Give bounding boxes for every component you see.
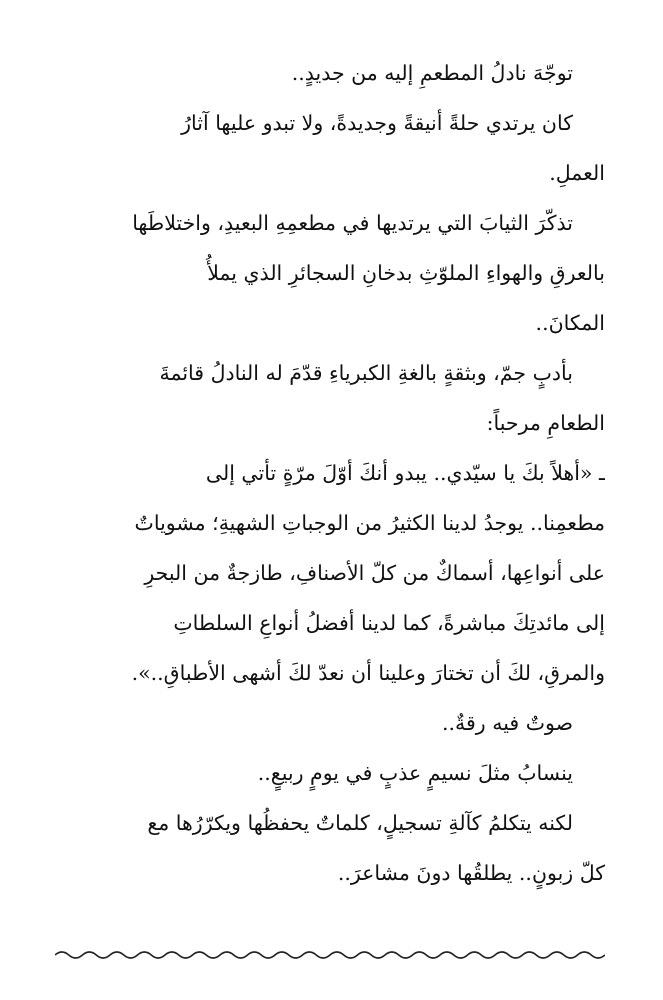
text-line: كلّ زبونٍ.. يطلقُها دونَ مشاعرَ..	[337, 861, 605, 885]
paragraph-recording-machine	[55, 798, 605, 898]
paragraph-remembers-clothes	[55, 198, 605, 348]
wavy-divider	[55, 948, 605, 962]
text-line: الطعامِ مرحباً:	[486, 411, 605, 435]
text-line: مطعمِنا.. يوجدُ لدينا الكثيرُ من الوجباتِ الشهيةِ؛ مشوياتٌ	[134, 511, 605, 535]
text-line: العملِ.	[549, 161, 605, 185]
paragraph-waiter-speech	[55, 448, 605, 698]
text-line: على أنواعِها، أسماكٌ من كلّ الأصنافِ، طازجةٌ من البحرِ	[144, 561, 605, 585]
text-line: لكنه يتكلمُ كآلةِ تسجيلٍ، كلماتٌ يحفظُها ويكرّرُها مع	[147, 811, 573, 835]
wavy-line	[55, 952, 605, 958]
text-line: المكانَ..	[535, 311, 605, 335]
text-line: ينسابُ مثلَ نسيمٍ عذبٍ في يومٍ ربيعٍ..	[257, 761, 573, 785]
text-line: بالعرقِ والهواءِ الملوّثِ بدخانِ السجائرِ الذي يملأُ	[207, 261, 605, 285]
text-line: توجّهَ نادلُ المطعمِ إليه من جديدٍ..	[291, 61, 573, 85]
paragraph-spring-breeze	[55, 748, 605, 798]
text-line: كان يرتدي حلةً أنيقةً وجديدةً، ولا تبدو عليها آثارُ	[181, 111, 573, 135]
paragraph-soft-voice	[55, 698, 605, 748]
paragraph-menu-presented	[55, 348, 605, 448]
text-line: ـ «أهلاً بكَ يا سيّدي.. يبدو أنكَ أوّلَ مرّةٍ تأتي إلى	[205, 461, 605, 485]
text-line: بأدبٍ جمّ، وبثقةٍ بالغةِ الكبرياءِ قدّمَ له النادلُ قائمةَ	[159, 361, 573, 385]
text-line: صوتٌ فيه رقةٌ..	[441, 711, 573, 735]
paragraph-waiter-approaches	[55, 48, 605, 98]
text-line: إلى مائدتِكَ مباشرةً، كما لدينا أفضلُ أنواعِ السلطاتِ	[173, 611, 605, 635]
text-line: والمرقِ، لكَ أن تختارَ وعلينا أن نعدّ لكَ أشهى الأطباقِ..».	[131, 661, 605, 685]
paragraph-waiter-suit	[55, 98, 605, 198]
text-line: تذكّرَ الثيابَ التي يرتديها في مطعمِهِ البعيدِ، واختلاطَها	[132, 211, 573, 235]
